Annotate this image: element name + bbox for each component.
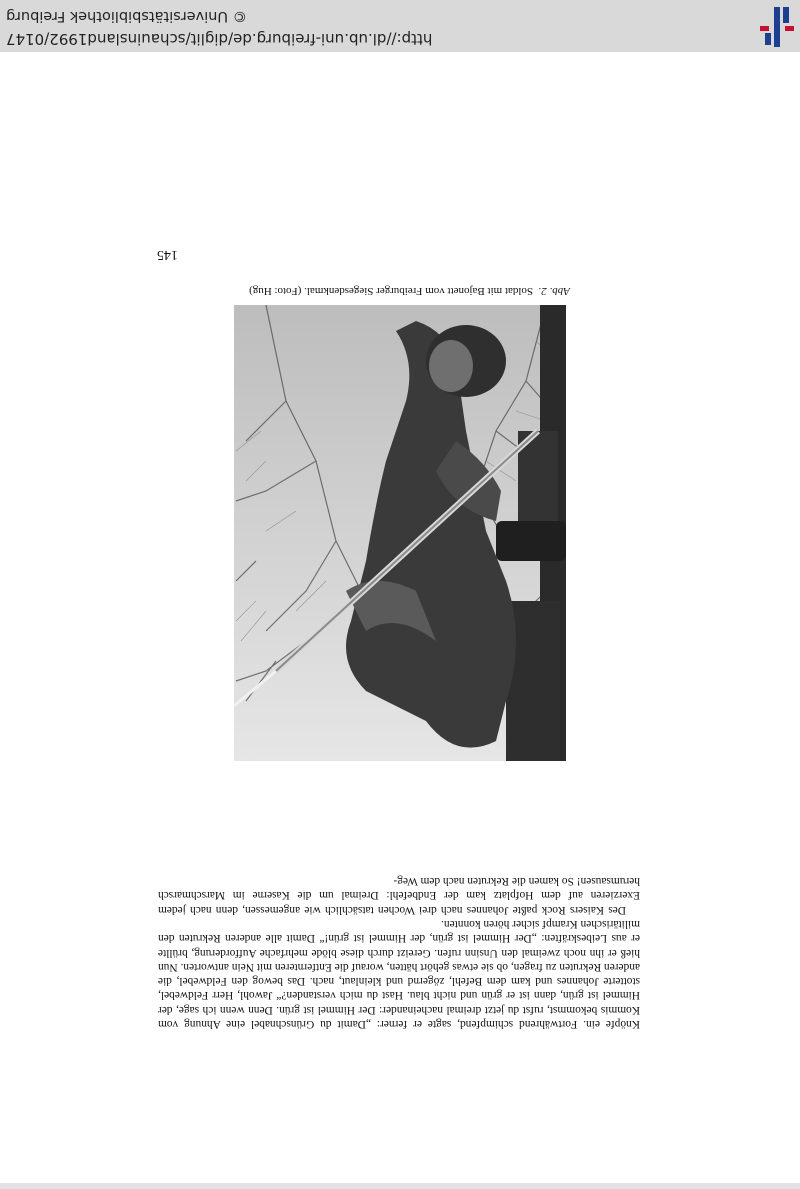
source-url-link[interactable]: http://dl.ub.uni-freiburg.de/diglit/schauinsland1992/0147 (6, 30, 433, 48)
caption-text: Soldat mit Bajonett vom Freiburger Siegesdenkmal. (Foto: Hug) (249, 285, 534, 297)
copyright-label: © Universitätsbibliothek Freiburg (6, 8, 248, 24)
page-number: 145 (157, 247, 178, 262)
bottom-strip (0, 1183, 800, 1189)
paragraph-1: Knöpfe ein. Fortwährend schimpfend, sagte er ferner: „Damit du Grünschnabel eine Ahnung vom Kommis bekommst, rufst du jetzt dreimal nacheinander: Der Himmel ist grün. Denn wenn ich sage, der Himmel ist grün, dann ist er grün und nicht blau. Hast du mich verstanden?“ Jawohl, Herr Feldwebel, stotterte Johannes und kam dem Befehl, zögernd und kleinlaut, nach. Das bewog den Feldwebel, die anderen Rekruten zu fragen, ob sie etwas gehört hätten, worauf die Entfernteren mit Nein antworten. Nun hieß er ihn noch zweimal den Unsinn rufen. Gereizt durch diese blöde mehrfache Aufforderung, brüllte er aus Leibeskräften: „Der Himmel ist grün, der Himmel ist grün!“ Damit alle anderen Rekruten den militärischen Krampf sicher hören konnten. (158, 917, 640, 1030)
paragraph-2: Des Kaisers Rock paßte Johannes nach drei Wochen tatsächlich wie angemessen, denn nach jedem Exerzieren auf dem Hofplatz kam der Endbefehl: Dreimal um die Kaserne im Marschmarsch herumsausen! So kamen die Rekruten nach dem Weg- (158, 875, 640, 916)
figure-caption (249, 285, 570, 297)
library-header-bar (0, 0, 800, 52)
caption-separator: . (533, 285, 542, 297)
caption-label: Abb. 2 (541, 285, 570, 297)
soldier-statue-image (234, 305, 566, 761)
soldier-statue-photo (234, 305, 566, 761)
university-library-logo (758, 5, 796, 49)
body-text (158, 874, 640, 1031)
